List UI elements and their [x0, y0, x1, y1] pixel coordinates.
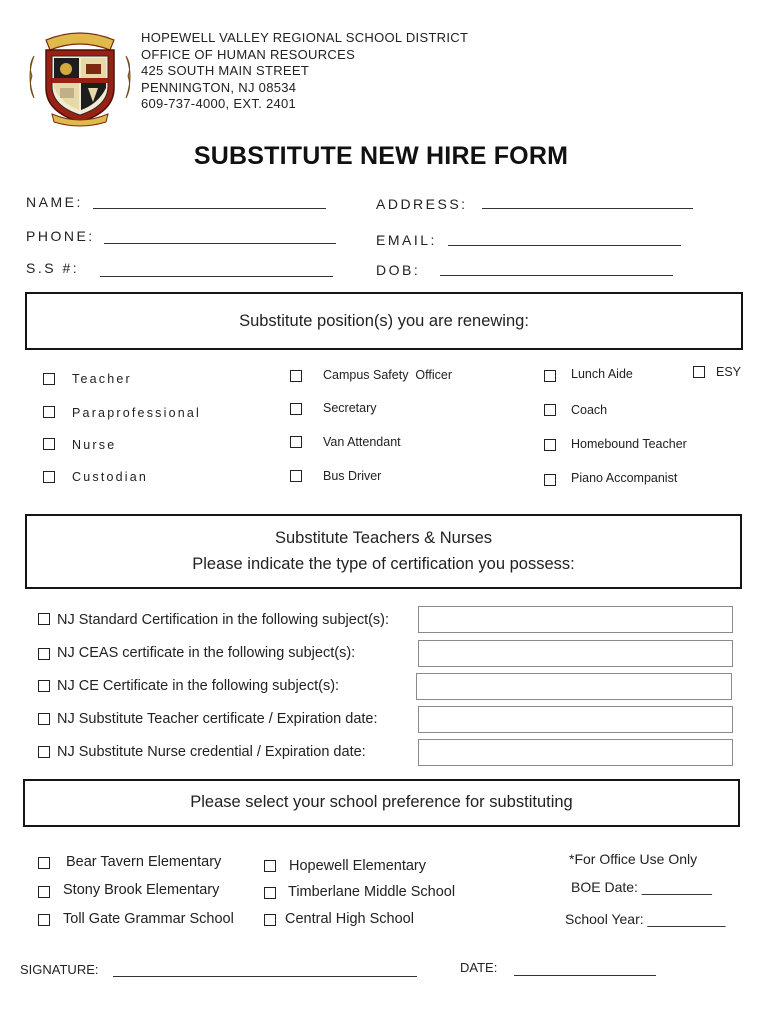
email-field[interactable]	[448, 245, 681, 246]
nj-standard-checkbox[interactable]	[38, 613, 50, 625]
secretary-label: Secretary	[323, 401, 377, 415]
homebound-teacher-checkbox[interactable]	[544, 439, 556, 451]
certification-heading-line1: Substitute Teachers & Nurses	[274, 529, 493, 547]
school-preference-heading: Please select your school preference for substituting	[190, 793, 573, 811]
nj-standard-subjects-input[interactable]	[418, 606, 733, 633]
certification-heading-line2: Please indicate the type of certification you possess:	[192, 555, 575, 573]
central-high-checkbox[interactable]	[264, 914, 276, 926]
positions-heading: Substitute position(s) you are renewing:	[239, 312, 529, 330]
office-name: OFFICE OF HUMAN RESOURCES	[141, 46, 356, 62]
certification-heading-box	[25, 514, 742, 589]
piano-accompanist-label: Piano Accompanist	[571, 471, 678, 485]
bear-tavern-checkbox[interactable]	[38, 857, 50, 869]
street-address: 425 SOUTH MAIN STREET	[141, 63, 310, 78]
timberlane-checkbox[interactable]	[264, 887, 276, 899]
hopewell-elementary-checkbox[interactable]	[264, 860, 276, 872]
nj-ceas-subjects-input[interactable]	[418, 640, 733, 667]
nj-ce-label: NJ CE Certificate in the following subject(s):	[57, 678, 340, 694]
nj-ce-checkbox[interactable]	[38, 680, 50, 692]
coach-label: Coach	[571, 403, 608, 417]
van-attendant-checkbox[interactable]	[290, 436, 302, 448]
phone-number: 609-737-4000, EXT. 2401	[141, 96, 297, 111]
name-label: NAME:	[26, 194, 83, 210]
school-year-field: School Year: __________	[565, 911, 726, 927]
date-field[interactable]	[514, 975, 656, 976]
dob-field[interactable]	[440, 275, 673, 276]
nj-sub-nurse-label: NJ Substitute Nurse credential / Expiration date:	[57, 744, 366, 760]
ss-field[interactable]	[100, 276, 333, 277]
paraprofessional-checkbox[interactable]	[43, 406, 55, 418]
phone-label: PHONE:	[26, 228, 95, 244]
city-state-zip: PENNINGTON, NJ 08534	[141, 79, 297, 95]
toll-gate-checkbox[interactable]	[38, 914, 50, 926]
dob-label: DOB:	[376, 262, 421, 278]
district-seal	[24, 26, 136, 128]
campus-safety-checkbox[interactable]	[290, 370, 302, 382]
teacher-label: Teacher	[72, 372, 132, 386]
timberlane-label: Timberlane Middle School	[288, 884, 456, 900]
nj-ceas-label: NJ CEAS certificate in the following subject(s):	[57, 645, 356, 661]
central-high-label: Central High School	[285, 911, 414, 927]
boe-date-field: BOE Date: _________	[571, 879, 712, 895]
coach-checkbox[interactable]	[544, 404, 556, 416]
nurse-checkbox[interactable]	[43, 438, 55, 450]
district-name: HOPEWELL VALLEY REGIONAL SCHOOL DISTRICT	[141, 30, 469, 45]
teacher-checkbox[interactable]	[43, 373, 55, 385]
custodian-checkbox[interactable]	[43, 471, 55, 483]
stony-brook-checkbox[interactable]	[38, 886, 50, 898]
homebound-teacher-label: Homebound Teacher	[571, 437, 687, 451]
hopewell-elementary-label: Hopewell Elementary	[289, 858, 427, 874]
name-field[interactable]	[93, 208, 326, 209]
nj-ce-subjects-input[interactable]	[416, 673, 732, 700]
district-address-block	[141, 30, 468, 113]
bear-tavern-label: Bear Tavern Elementary	[66, 854, 222, 870]
esy-checkbox[interactable]	[693, 366, 705, 378]
custodian-label: Custodian	[72, 470, 149, 484]
positions-heading-box	[25, 292, 743, 350]
form-title: SUBSTITUTE NEW HIRE FORM	[193, 142, 569, 170]
piano-accompanist-checkbox[interactable]	[544, 474, 556, 486]
date-label: DATE:	[460, 960, 498, 975]
bus-driver-label: Bus Driver	[323, 469, 382, 483]
ss-label: S.S #:	[26, 260, 80, 276]
toll-gate-label: Toll Gate Grammar School	[63, 911, 234, 927]
nj-sub-teacher-checkbox[interactable]	[38, 713, 50, 725]
van-attendant-label: Van Attendant	[323, 435, 401, 449]
nj-sub-teacher-expiration-input[interactable]	[418, 706, 733, 733]
nj-sub-teacher-label: NJ Substitute Teacher certificate / Expiration date:	[57, 711, 378, 727]
secretary-checkbox[interactable]	[290, 403, 302, 415]
email-label: EMAIL:	[376, 232, 437, 248]
lunch-aide-checkbox[interactable]	[544, 370, 556, 382]
paraprofessional-label: Paraprofessional	[72, 406, 202, 420]
office-use-title: *For Office Use Only	[569, 851, 698, 867]
address-field[interactable]	[482, 208, 693, 209]
nj-standard-label: NJ Standard Certification in the following subject(s):	[57, 612, 390, 628]
esy-label: ESY	[716, 365, 742, 379]
nj-sub-nurse-checkbox[interactable]	[38, 746, 50, 758]
campus-safety-label: Campus Safety Officer	[323, 368, 452, 382]
nj-sub-nurse-expiration-input[interactable]	[418, 739, 733, 766]
stony-brook-label: Stony Brook Elementary	[63, 882, 220, 898]
bus-driver-checkbox[interactable]	[290, 470, 302, 482]
phone-field[interactable]	[104, 243, 336, 244]
school-preference-heading-box	[23, 779, 740, 827]
lunch-aide-label: Lunch Aide	[571, 367, 633, 381]
signature-field[interactable]	[113, 976, 417, 977]
address-label: ADDRESS:	[376, 196, 468, 212]
nj-ceas-checkbox[interactable]	[38, 648, 50, 660]
signature-label: SIGNATURE:	[20, 962, 99, 977]
nurse-label: Nurse	[72, 438, 117, 452]
